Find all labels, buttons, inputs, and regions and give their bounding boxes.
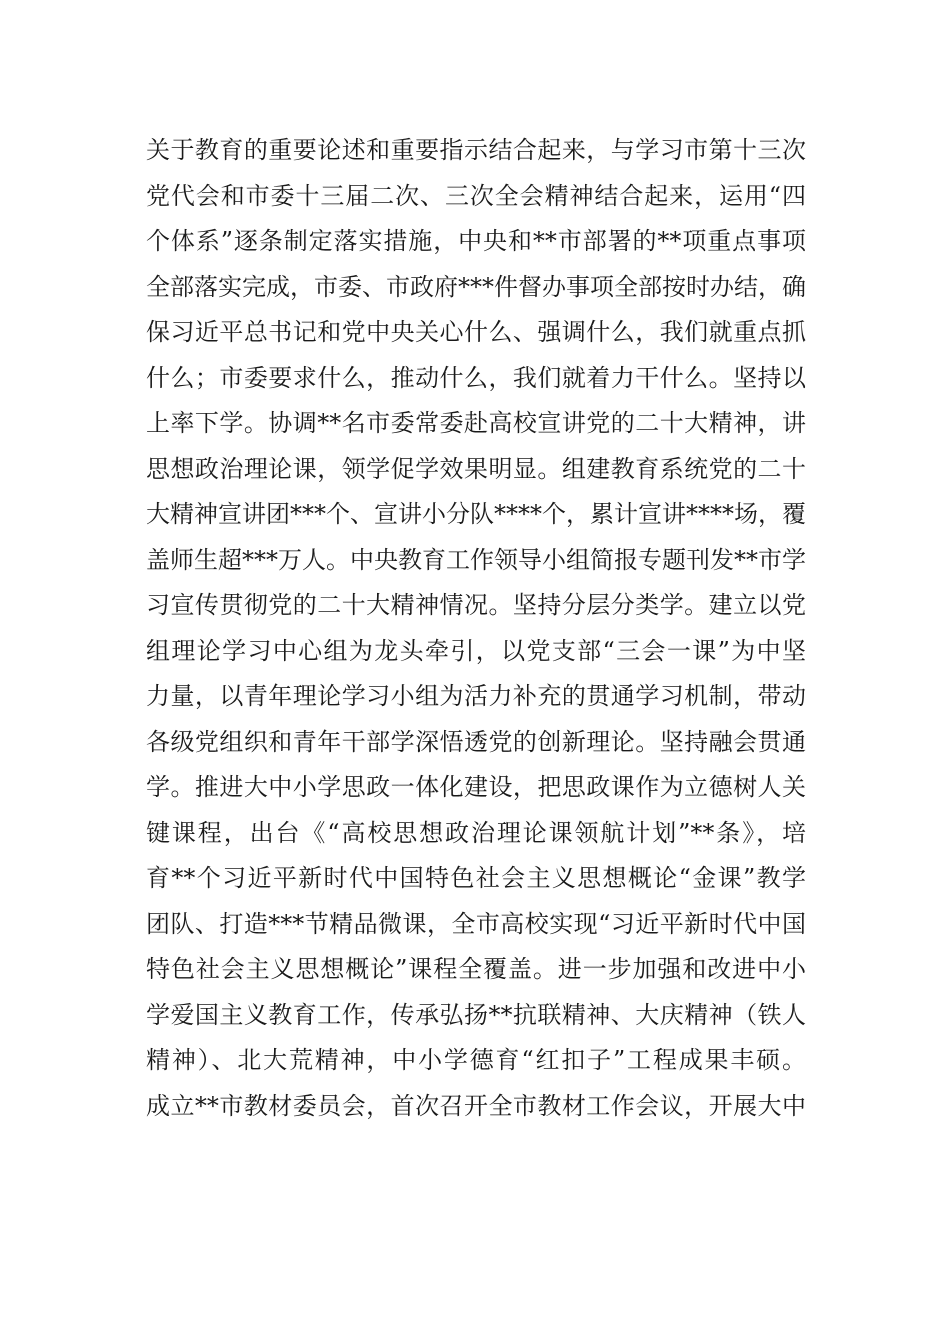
- text-line: 特色社会主义思想概论”课程全覆盖。进一步加强和改进中小: [146, 955, 806, 983]
- text-line: 全部落实完成，市委、市政府***件督办事项全部按时办结，确: [146, 272, 806, 301]
- text-line: 什么；市委要求什么，推动什么，我们就着力干什么。坚持以: [146, 363, 806, 392]
- text-line: 育**个习近平新时代中国特色社会主义思想概论“金课”教学: [146, 864, 806, 892]
- text-line: 学。推进大中小学思政一体化建设，把思政课作为立德树人关: [146, 773, 806, 801]
- text-line: 个体系”逐条制定落实措施，中央和**市部署的**项重点事项: [146, 227, 806, 255]
- text-line: 精神）、北大荒精神，中小学德育“红扣子”工程成果丰硕。: [146, 1046, 806, 1074]
- text-line: 学爱国主义教育工作，传承弘扬**抗联精神、大庆精神（铁人: [146, 1000, 806, 1029]
- body-text: [146, 128, 806, 1129]
- text-line: 成立**市教材委员会，首次召开全市教材工作会议，开展大中: [146, 1091, 806, 1120]
- text-line: 键课程，出台《“高校思想政治理论课领航计划”**条》，培: [146, 818, 806, 847]
- text-line: 思想政治理论课，领学促学效果明显。组建教育系统党的二十: [146, 454, 806, 483]
- text-line: 上率下学。协调**名市委常委赴高校宣讲党的二十大精神，讲: [146, 409, 806, 437]
- text-line: 保习近平总书记和党中央关心什么、强调什么，我们就重点抓: [146, 318, 806, 346]
- text-line: 党代会和市委十三届二次、三次全会精神结合起来，运用“四: [146, 181, 806, 210]
- text-line: 盖师生超***万人。中央教育工作领导小组简报专题刊发**市学: [146, 545, 806, 574]
- text-line: 习宣传贯彻党的二十大精神情况。坚持分层分类学。建立以党: [146, 591, 806, 619]
- text-line: 团队、打造***节精品微课，全市高校实现“习近平新时代中国: [146, 909, 806, 938]
- text-line: 组理论学习中心组为龙头牵引，以党支部“三会一课”为中坚: [146, 636, 806, 665]
- text-line: 大精神宣讲团***个、宣讲小分队****个，累计宣讲****场，覆: [146, 500, 806, 528]
- text-line: 力量，以青年理论学习小组为活力补充的贯通学习机制，带动: [146, 682, 806, 710]
- text-line: 关于教育的重要论述和重要指示结合起来，与学习市第十三次: [146, 136, 806, 164]
- text-line: 各级党组织和青年干部学深悟透党的创新理论。坚持融会贯通: [146, 727, 806, 756]
